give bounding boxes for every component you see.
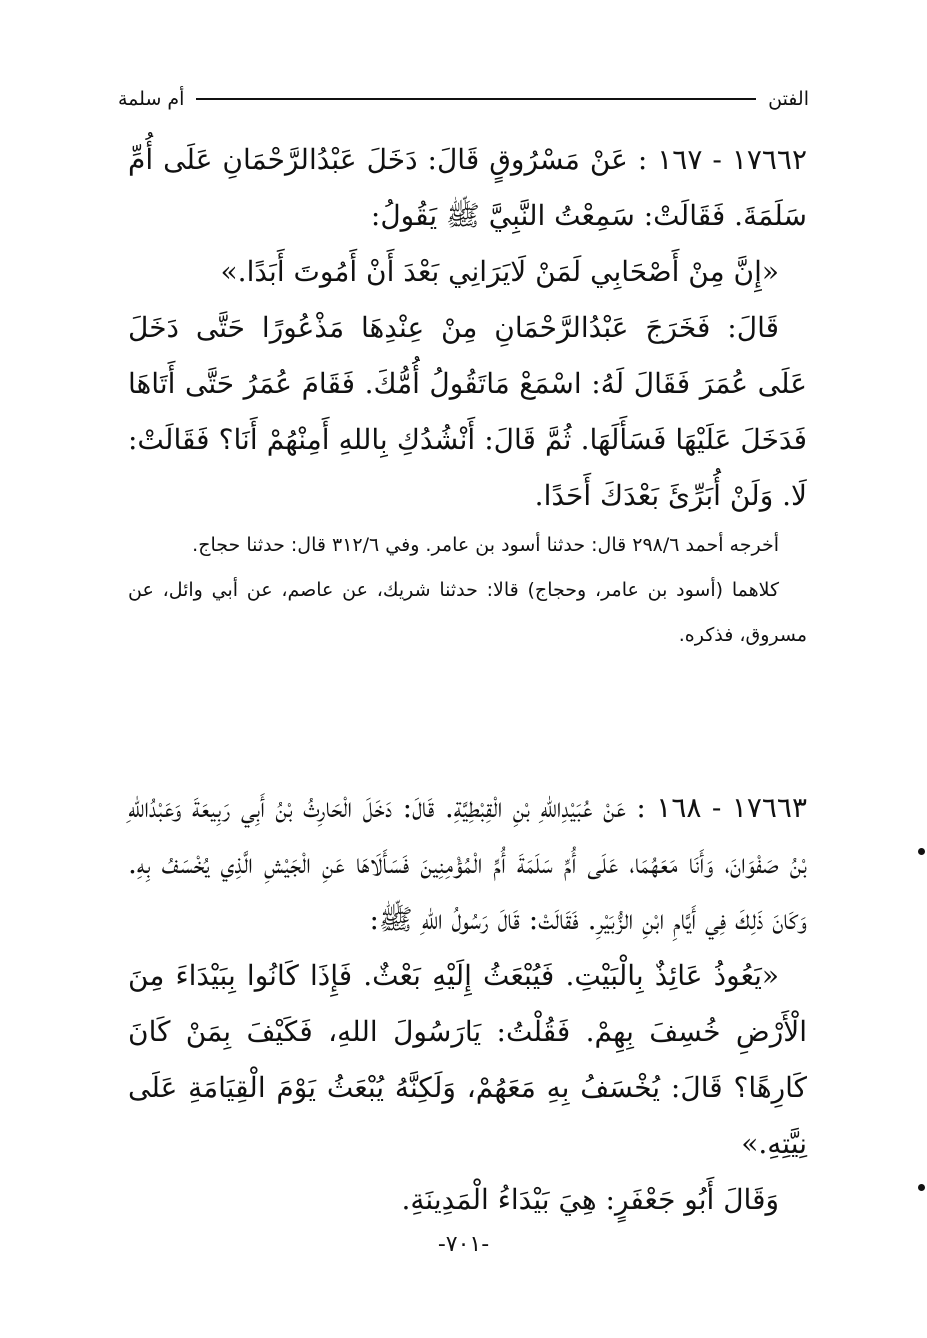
header-section-title: أم سلمة [118,88,185,110]
header-rule [196,98,756,100]
hadith-168-closing: وَقَالَ أَبُو جَعْفَرٍ: هِيَ بَيْدَاءُ الْمَدِينَةِ. [401,1183,779,1216]
page-number: -٧٠١- [437,1232,490,1257]
hadith-167 [128,132,807,524]
takhrij-note-2: كلاهما (أسود بن عامر، وحجاج) قالا: حدثنا شريك، عن عاصم، عن أبي وائل، عن مسروق، فذكره. [128,579,807,646]
takhrij-note-1: أخرجه أحمد ٢٩٨/٦ قال: حدثنا أسود بن عامر. وفي ٣١٢/٦ قال: حدثنا حجاج. [192,534,779,556]
margin-dot [918,848,925,855]
hadith-168 [128,780,807,1228]
hadith-168-quote: «يَعُوذُ عَائِذٌ بِالْبَيْتِ. فَيُبْعَثُ إِلَيْهِ بَعْثٌ. فَإِذَا كَانُوا بِبَيْدَاءَ مِنَ الْأَرْضِ خُسِفَ بِهِمْ. فَقُلْتُ: يَارَسُولَ اللهِ، فَكَيْفَ بِمَنْ كَانَ كَارِهًا؟ قَالَ: يُخْسَفُ بِهِ مَعَهُمْ، وَلَكِنَّهُ يُبْعَثُ يَوْمَ الْقِيَامَةِ عَلَى نِيَّتِهِ.» [128,959,807,1160]
running-header [118,84,809,114]
margin-dot [918,1184,925,1191]
hadith-167-body: قَالَ: فَخَرَجَ عَبْدُالرَّحْمَانِ مِنْ عِنْدِهَا مَذْعُورًا حَتَّى دَخَلَ عَلَى عُمَرَ فَقَالَ لَهُ: اسْمَعْ مَاتَقُولُ أُمُّكَ. فَقَامَ عُمَرُ حَتَّى أَتَاهَا فَدَخَلَ عَلَيْهَا فَسَأَلَهَا. ثُمَّ قَالَ: أَنْشُدُكِ بِاللهِ أَمِنْهُمْ أَنَا؟ فَقَالَتْ: لَا. وَلَنْ أُبَرِّئَ بَعْدَكَ أَحَدًا. [128,311,807,512]
takhrij-notes [128,523,807,658]
hadith-168-isnad: ١٧٦٦٣ - ١٦٨ : عَنْ عُبَيْدِاللهِ بْنِ الْقِبْطِيَّةِ. قَالَ: دَخَلَ الْحَارِثُ بْنُ أَبِي رَبِيعَةَ وَعَبْدُاللهِ بْنُ صَفْوَانَ، وَأَنَا مَعَهُمَا، عَلَى أُمِّ سَلَمَةَ أُمِّ الْمُؤْمِنِينَ فَسَأَلَاهَا عَنِ الْجَيْشِ الَّذِي يُخْسَفُ بِهِ. وَكَانَ ذَلِكَ فِي أَيَّامِ ابْنِ الزُّبَيْرِ. فَقَالَتْ: قَالَ رَسُولُ اللهِ ﷺ: [128,791,808,936]
header-chapter-title: الفتن [768,88,809,110]
hadith-167-isnad: ١٧٦٦٢ - ١٦٧ : عَنْ مَسْرُوقٍ قَالَ: دَخَلَ عَبْدُالرَّحْمَانِ عَلَى أُمِّ سَلَمَةَ. فَقَالَتْ: سَمِعْتُ النَّبِيَّ ﷺ يَقُولُ: [128,143,808,232]
hadith-167-quote: «إِنَّ مِنْ أَصْحَابِي لَمَنْ لَايَرَانِي بَعْدَ أَنْ أَمُوتَ أَبَدًا.» [220,255,779,288]
